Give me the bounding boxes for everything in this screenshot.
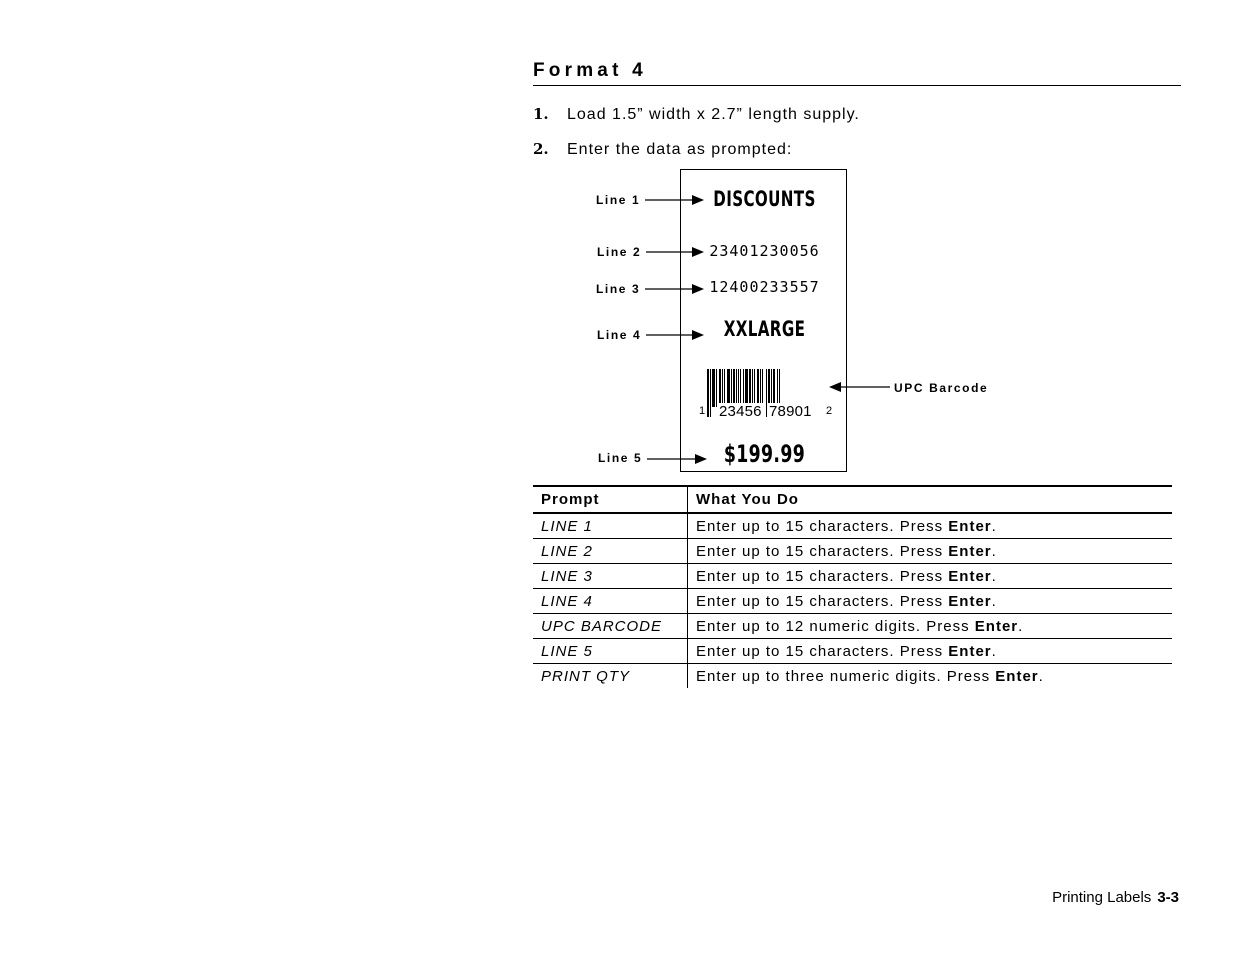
barcode-bar xyxy=(771,369,772,407)
barcode-bar xyxy=(731,369,732,407)
table-header-row xyxy=(533,486,1172,513)
step-1 xyxy=(533,104,860,125)
instruction-text: Enter up to three numeric digits. Press xyxy=(696,667,996,685)
step-number: 2. xyxy=(533,140,549,158)
barcode-digits-right: 78901 xyxy=(769,403,812,420)
barcode-bar xyxy=(760,369,761,407)
key-name: Enter xyxy=(948,542,992,560)
step-text: Enter the data as prompted: xyxy=(567,141,793,158)
row-instruction xyxy=(688,539,1173,564)
row-prompt: UPC BARCODE xyxy=(533,614,688,639)
instruction-text: Enter up to 12 numeric digits. Press xyxy=(696,617,975,635)
row-prompt: PRINT QTY xyxy=(533,664,688,689)
barcode-bar xyxy=(757,369,759,407)
instruction-text: Enter up to 15 characters. Press xyxy=(696,592,949,610)
instruction-text: Enter up to 15 characters. Press xyxy=(696,642,949,660)
key-name: Enter xyxy=(948,642,992,660)
row-instruction xyxy=(688,513,1173,539)
barcode-bar xyxy=(740,369,741,407)
step-2 xyxy=(533,139,792,160)
instruction-text: Enter up to 15 characters. Press xyxy=(696,517,949,535)
label-line-2: 23401230056 xyxy=(709,242,820,260)
barcode-bar xyxy=(716,369,717,407)
barcode-bar xyxy=(779,369,780,407)
table-row xyxy=(533,564,1172,589)
row-instruction xyxy=(688,614,1173,639)
label-line-5: $199.99 xyxy=(723,440,806,468)
table-row xyxy=(533,614,1172,639)
barcode-bar xyxy=(724,369,725,407)
barcode-bar xyxy=(738,369,739,407)
barcode-bar xyxy=(777,369,778,407)
row-prompt: LINE 3 xyxy=(533,564,688,589)
table-row xyxy=(533,513,1172,539)
page-number: 3-3 xyxy=(1157,889,1179,906)
callout-line-2: Line 2 xyxy=(597,245,642,259)
instruction-end: . xyxy=(991,542,997,560)
barcode-bar xyxy=(719,369,721,407)
instruction-end: . xyxy=(991,567,997,585)
row-instruction xyxy=(688,589,1173,614)
instruction-end: . xyxy=(991,592,997,610)
row-prompt: LINE 1 xyxy=(533,513,688,539)
barcode-bar xyxy=(752,369,753,407)
row-prompt: LINE 4 xyxy=(533,589,688,614)
prompt-table xyxy=(533,485,1172,688)
step-text: Load 1.5” width x 2.7” length supply. xyxy=(567,106,860,123)
callout-line-4: Line 4 xyxy=(597,328,642,342)
instruction-text: Enter up to 15 characters. Press xyxy=(696,567,949,585)
label-line-1: DISCOUNTS xyxy=(713,187,816,211)
barcode-bar xyxy=(745,369,748,407)
section-title: Format 4 xyxy=(533,60,1181,86)
sample-label xyxy=(680,169,847,472)
barcode-digit-last: 2 xyxy=(826,405,833,417)
callout-line-1: Line 1 xyxy=(596,193,641,207)
label-line-4: XXLARGE xyxy=(723,317,806,341)
barcode-digit-first: 1 xyxy=(699,405,706,417)
barcode-digits-left: 23456 xyxy=(719,403,762,420)
footer-section: Printing Labels xyxy=(1052,889,1152,906)
step-number: 1. xyxy=(533,105,549,123)
instruction-end: . xyxy=(991,517,997,535)
barcode-bar xyxy=(762,369,763,407)
key-name: Enter xyxy=(995,667,1039,685)
header-what-you-do: What You Do xyxy=(688,486,1173,513)
table-row xyxy=(533,539,1172,564)
row-instruction xyxy=(688,664,1173,689)
barcode-bar xyxy=(712,369,715,407)
barcode-bar xyxy=(743,369,744,407)
barcode-bar xyxy=(707,369,709,417)
barcode-bar xyxy=(754,369,755,407)
table-row xyxy=(533,589,1172,614)
barcode-bar xyxy=(710,369,711,417)
row-instruction xyxy=(688,564,1173,589)
key-name: Enter xyxy=(948,592,992,610)
callout-line-3: Line 3 xyxy=(596,282,641,296)
callout-line-5: Line 5 xyxy=(598,451,643,465)
key-name: Enter xyxy=(974,617,1019,635)
barcode-bar xyxy=(722,369,723,407)
key-name: Enter xyxy=(948,567,992,585)
table-row xyxy=(533,664,1172,689)
barcode-bar xyxy=(727,369,730,407)
label-line-3: 12400233557 xyxy=(709,278,820,296)
row-instruction xyxy=(688,639,1173,664)
barcode-bar xyxy=(749,369,751,407)
row-prompt: LINE 2 xyxy=(533,539,688,564)
page-footer xyxy=(1052,889,1179,906)
table-row xyxy=(533,639,1172,664)
callout-upc-barcode: UPC Barcode xyxy=(894,381,989,395)
row-prompt: LINE 5 xyxy=(533,639,688,664)
barcode-bar xyxy=(733,369,735,407)
instruction-end: . xyxy=(1038,667,1044,685)
barcode-bar xyxy=(766,369,767,417)
key-name: Enter xyxy=(948,517,992,535)
barcode-bar xyxy=(736,369,737,407)
instruction-end: . xyxy=(991,642,997,660)
instruction-end: . xyxy=(1018,617,1024,635)
instruction-text: Enter up to 15 characters. Press xyxy=(696,542,949,560)
barcode-bar xyxy=(773,369,775,407)
header-prompt: Prompt xyxy=(533,486,688,513)
